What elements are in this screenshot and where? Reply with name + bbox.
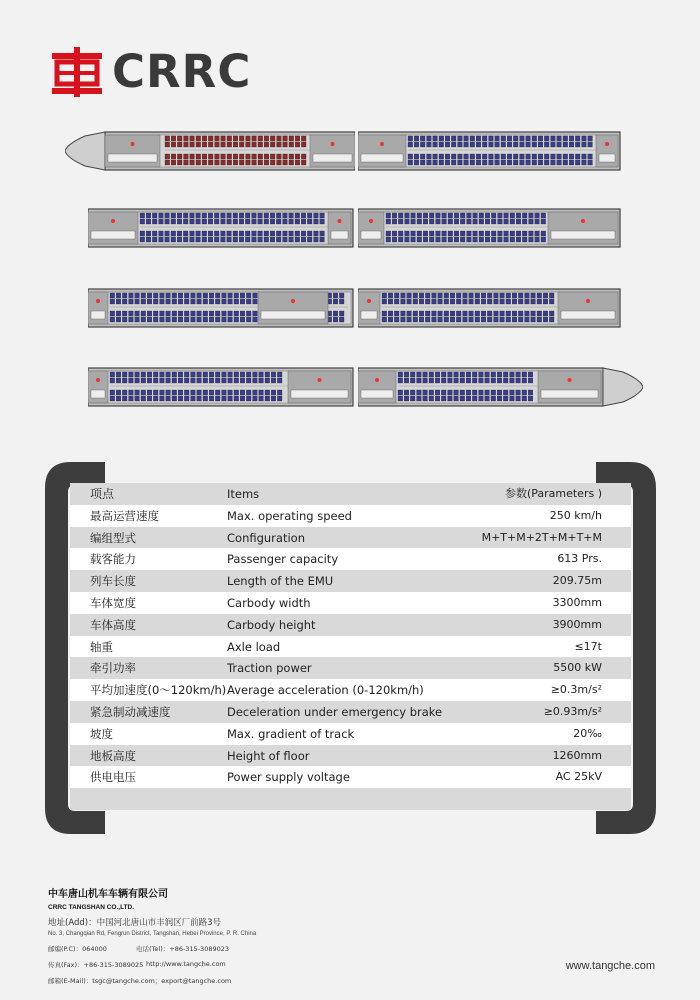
train-car [88,287,393,329]
train-car [358,130,660,172]
table-cell-val: 613 Prs. [557,552,602,566]
table-cell-en: Carbody height [227,617,316,632]
table-cell-en: Max. operating speed [227,508,352,523]
footer-contact [48,885,448,985]
table-cell-cn: 车体宽度 [90,596,136,610]
table-cell-val: 250 km/h [549,508,602,522]
table-cell-cn: 列车长度 [90,574,136,589]
table-cell-val: AC 25kV [555,770,602,784]
train-car [358,366,643,408]
email[interactable]: 邮箱(E-Mail)：tsgc@tangche.com；export@tangche.com [48,977,232,985]
table-cell-cn: 载客能力 [90,552,136,567]
table-row [70,614,631,636]
table-cell-val: 209.75m [552,574,602,588]
table-cell-cn: 紧急制动减速度 [90,705,171,719]
table-row [70,592,631,614]
table-cell-cn: 坡度 [90,726,113,741]
table-cell-en: Axle load [227,639,281,654]
table-cell-val: ≥0.93m/s² [543,705,602,718]
address-cn: 地址(Add)：中国河北唐山市丰润区厂前路3号 [48,918,221,928]
table-cell-cn: 编组型式 [90,530,136,545]
table-row [70,636,631,658]
train-car [65,130,355,172]
table-cell-en: Configuration [227,530,305,545]
fax: 传真(Fax)：+86-315-3089025 [48,961,144,969]
table-cell-cn: 平均加速度(0～120km/h) [90,683,227,698]
table-cell-cn: 轴重 [90,639,113,654]
table-cell-val: 3900mm [552,617,602,631]
table-header-row [70,483,631,505]
table-row [70,570,631,592]
table-cell-val: ≥0.3m/s² [550,683,602,697]
table-cell-en: Length of the EMU [227,574,334,589]
table-cell-cn: 牵引功率 [90,661,136,676]
table-row [70,723,631,745]
table-cell-cn: 最高运营速度 [90,508,159,523]
header-items-en: Items [227,487,260,501]
table-cell-cn: 车体高度 [90,617,136,632]
table-cell-cn: 供电电压 [90,770,136,785]
table-row [70,766,631,788]
telephone: 电话(Tel)：+86-315-3089023 [136,945,230,953]
table-cell-val: 3300mm [552,596,602,609]
address-en: No. 3, Changqian Rd, Fengrun District, Tangshan, Hebei Province, P. R. China [48,931,257,937]
table-cell-val: 5500 kW [553,661,602,675]
website-small[interactable]: http://www.tangche.com [146,960,226,968]
company-name-en: CRRC TANGSHAN CO.,LTD. [48,904,135,911]
table-cell-val: 1260mm [552,748,602,762]
table-row [70,701,631,723]
table-row-empty [70,788,631,810]
table-cell-en: Average acceleration (0-120km/h) [227,683,424,698]
table-cell-en: Power supply voltage [227,770,350,785]
website-link[interactable]: www.tangche.com [565,960,655,972]
table-cell-val: 20‰ [573,726,602,740]
table-cell-val: ≤17t [574,639,602,653]
parameter-table [70,483,631,809]
crrc-logo [52,47,251,97]
table-row [70,527,631,549]
table-cell-val: M+T+M+2T+M+T+M [481,530,602,544]
company-name-cn: 中车唐山机车车辆有限公司 [48,889,168,900]
table-cell-en: Max. gradient of track [227,726,355,741]
train-car [358,287,660,329]
table-row [70,745,631,767]
train-car [88,207,393,249]
table-row [70,548,631,570]
header-items-cn: 项点 [90,487,115,501]
table-cell-cn: 地板高度 [90,748,136,763]
table-cell-en: Deceleration under emergency brake [227,705,443,719]
table-cell-en: Traction power [227,661,312,676]
table-cell-en: Passenger capacity [227,552,339,567]
postcode: 邮编(P.C)：064000 [48,945,107,953]
crrc-emblem-icon [52,47,102,97]
table-cell-en: Carbody width [227,596,311,610]
train-car [358,207,660,249]
table-cell-en: Height of floor [227,748,310,763]
brand-name: CRRC [112,45,252,98]
table-row [70,679,631,701]
table-row [70,505,631,527]
table-row [70,657,631,679]
train-car [88,366,393,408]
header-parameters: 参数(Parameters ) [504,487,602,500]
